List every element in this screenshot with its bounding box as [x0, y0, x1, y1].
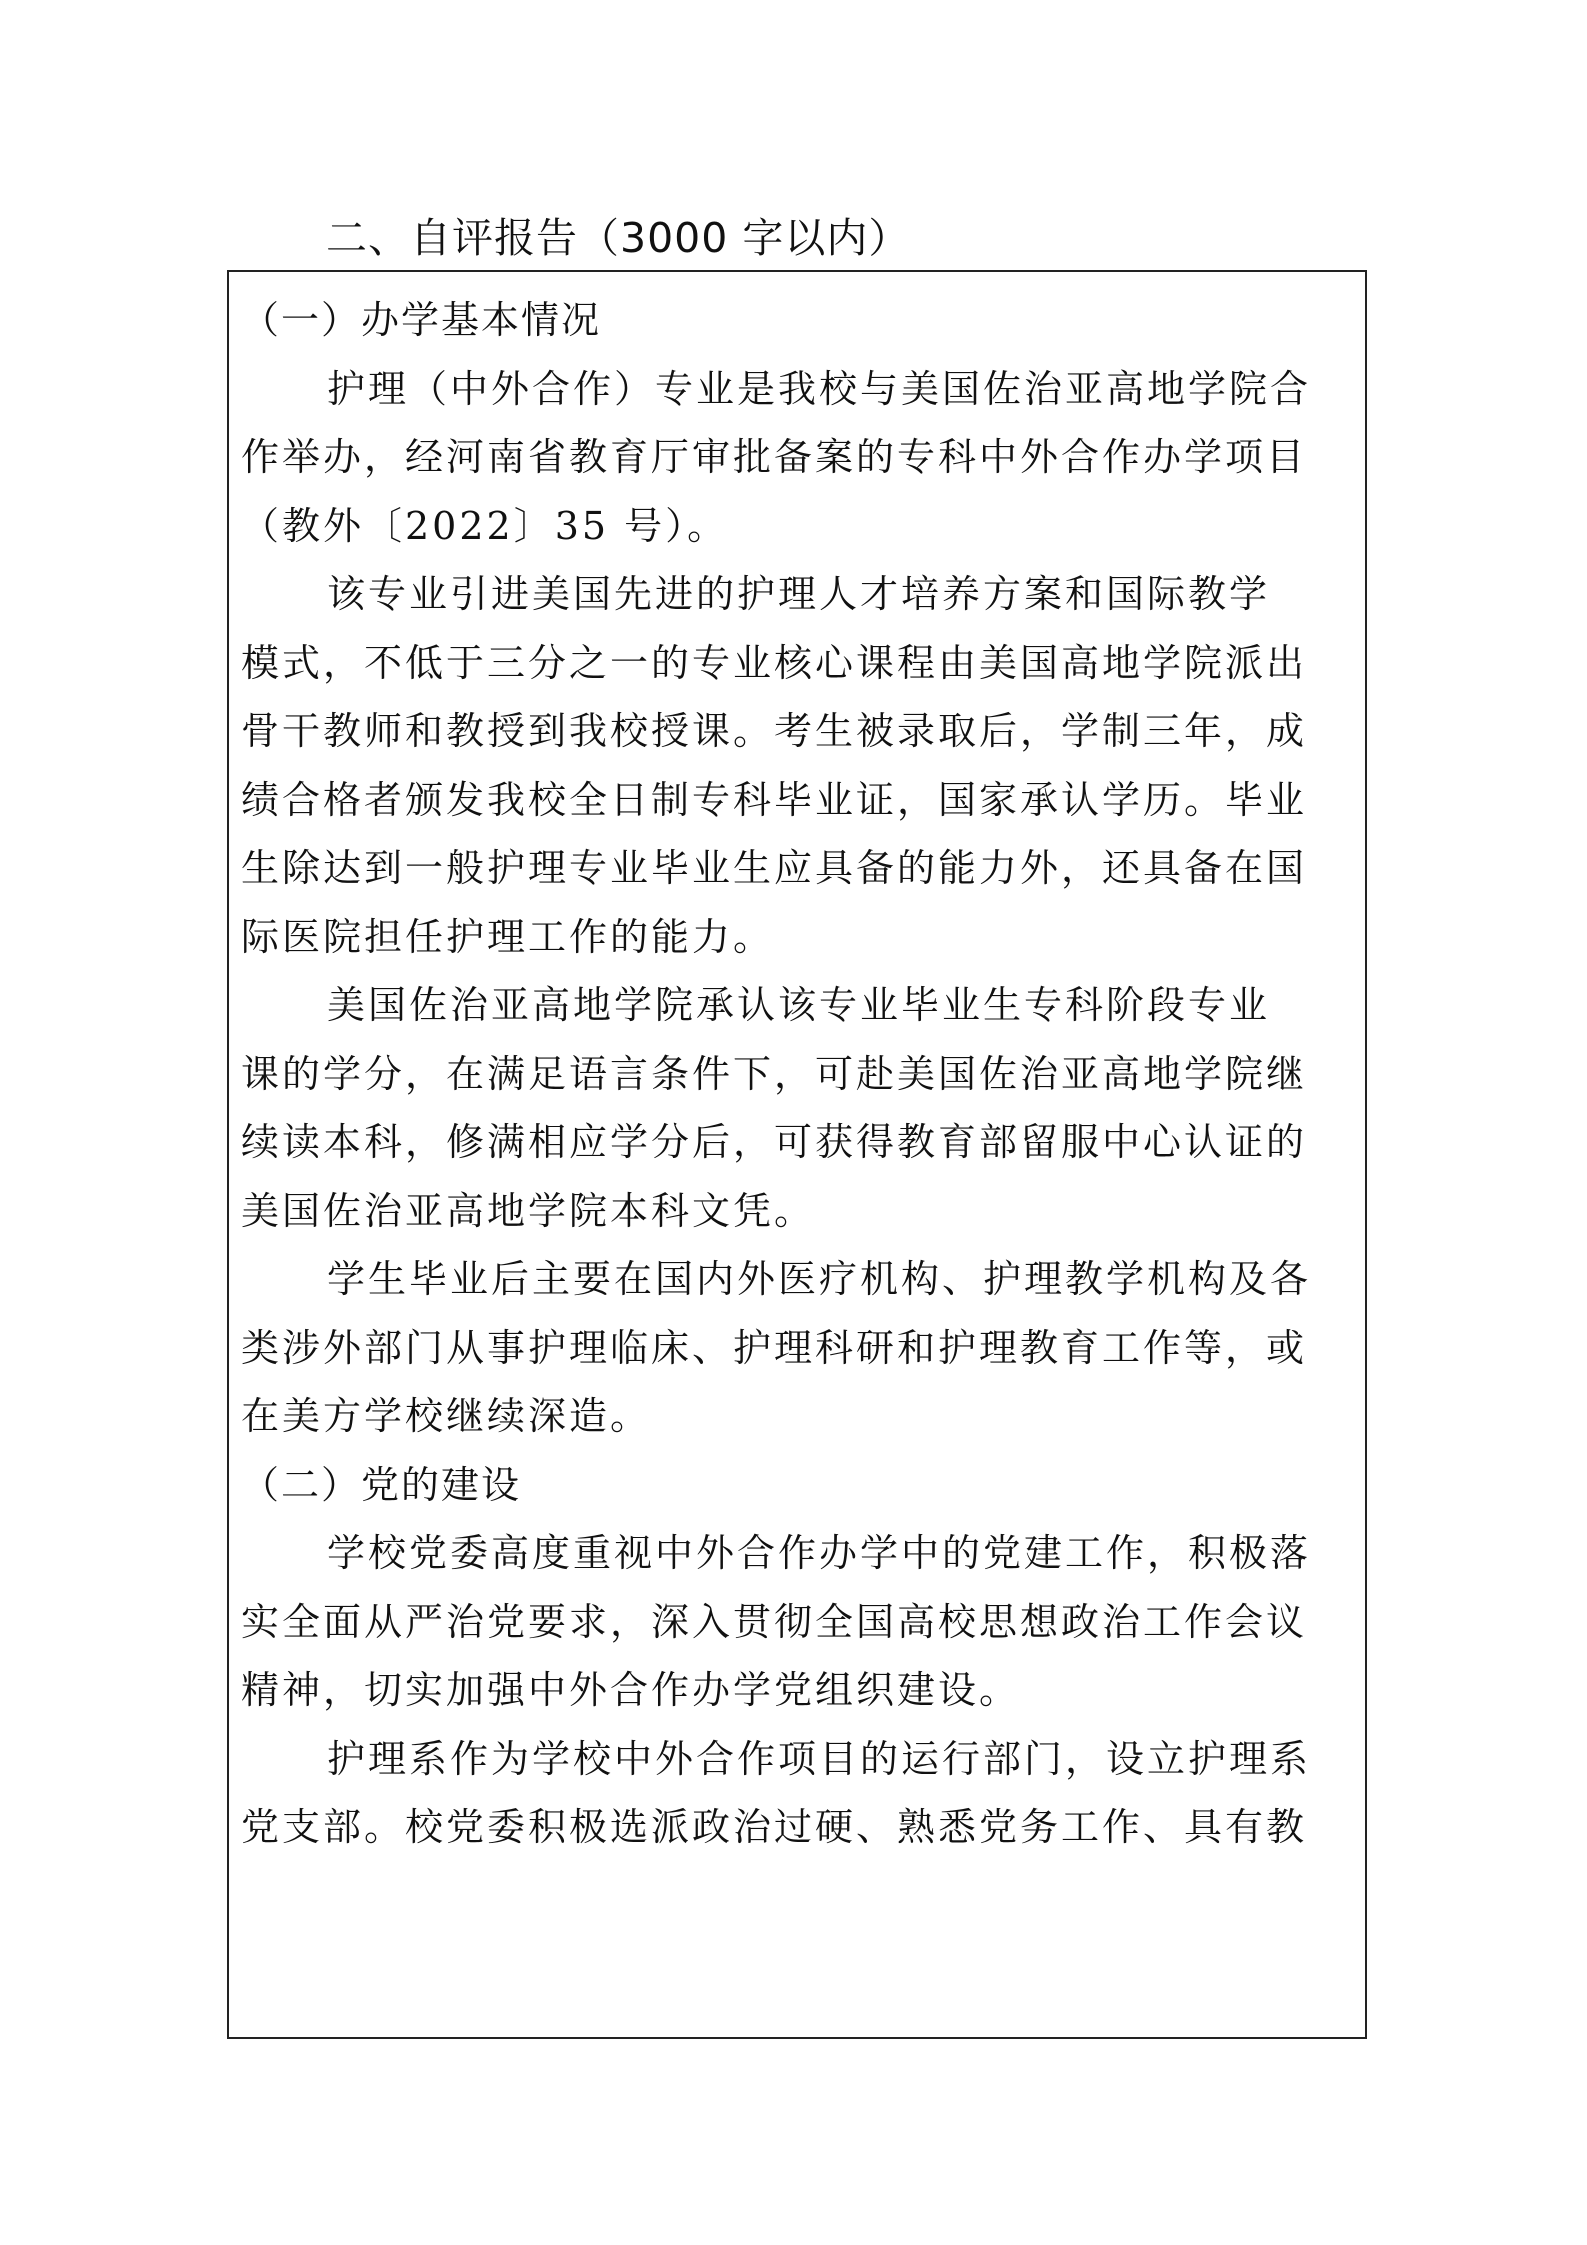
text-line: 际医院担任护理工作的能力。	[241, 914, 775, 959]
text-line: 类涉外部门从事护理临床、护理科研和护理教育工作等，或	[241, 1325, 1308, 1370]
paragraph-basic-3	[241, 971, 1357, 1245]
text-line: 学校党委高度重视中外合作办学中的党建工作，积极落	[327, 1531, 1312, 1575]
text-line: 精神，切实加强中外合作办学党组织建设。	[241, 1668, 1021, 1712]
paragraph-basic-2	[241, 560, 1357, 971]
text-line: 护理系作为学校中外合作项目的运行部门，设立护理系	[327, 1736, 1312, 1781]
report-box	[227, 270, 1367, 2039]
text-line: 模式，不低于三分之一的专业核心课程由美国高地学院派出	[241, 640, 1308, 685]
text-line: 在美方学校继续深造。	[241, 1394, 652, 1438]
section-heading-party: （二）党的建设	[241, 1462, 522, 1507]
paragraph-basic-4	[241, 1245, 1357, 1451]
text-line: 美国佐治亚高地学院本科文凭。	[241, 1188, 816, 1233]
text-line: 骨干教师和教授到我校授课。考生被录取后，学制三年，成	[241, 709, 1308, 753]
text-line: 作举办，经河南省教育厅审批备案的专科中外合作办学项目	[241, 435, 1308, 479]
text-line: 美国佐治亚高地学院承认该专业毕业生专科阶段专业	[327, 983, 1271, 1027]
section-heading-basic: （一）办学基本情况	[241, 298, 602, 342]
text-line: 该专业引进美国先进的护理人才培养方案和国际教学	[327, 572, 1271, 616]
text-line: 续读本科，修满相应学分后，可获得教育部留服中心认证的	[241, 1120, 1308, 1164]
text-line: 绩合格者颁发我校全日制专科毕业证，国家承认学历。毕业	[241, 777, 1308, 822]
paragraph-basic-1	[241, 355, 1357, 561]
text-line: （教外〔2022〕35 号）。	[241, 503, 729, 548]
text-line: 生除达到一般护理专业毕业生应具备的能力外，还具备在国	[241, 846, 1308, 890]
paragraph-party-1	[241, 1519, 1357, 1725]
text-line: 课的学分，在满足语言条件下，可赴美国佐治亚高地学院继	[241, 1051, 1308, 1096]
page-title: 二、自评报告（3000 字以内）	[326, 214, 911, 262]
text-line: 学生毕业后主要在国内外医疗机构、护理教学机构及各	[327, 1257, 1312, 1301]
paragraph-party-2	[241, 1725, 1357, 1862]
text-line: 护理（中外合作）专业是我校与美国佐治亚高地学院合	[327, 366, 1312, 411]
text-line: 实全面从严治党要求，深入贯彻全国高校思想政治工作会议	[241, 1599, 1308, 1644]
text-line: 党支部。校党委积极选派政治过硬、熟悉党务工作、具有教	[241, 1805, 1308, 1849]
